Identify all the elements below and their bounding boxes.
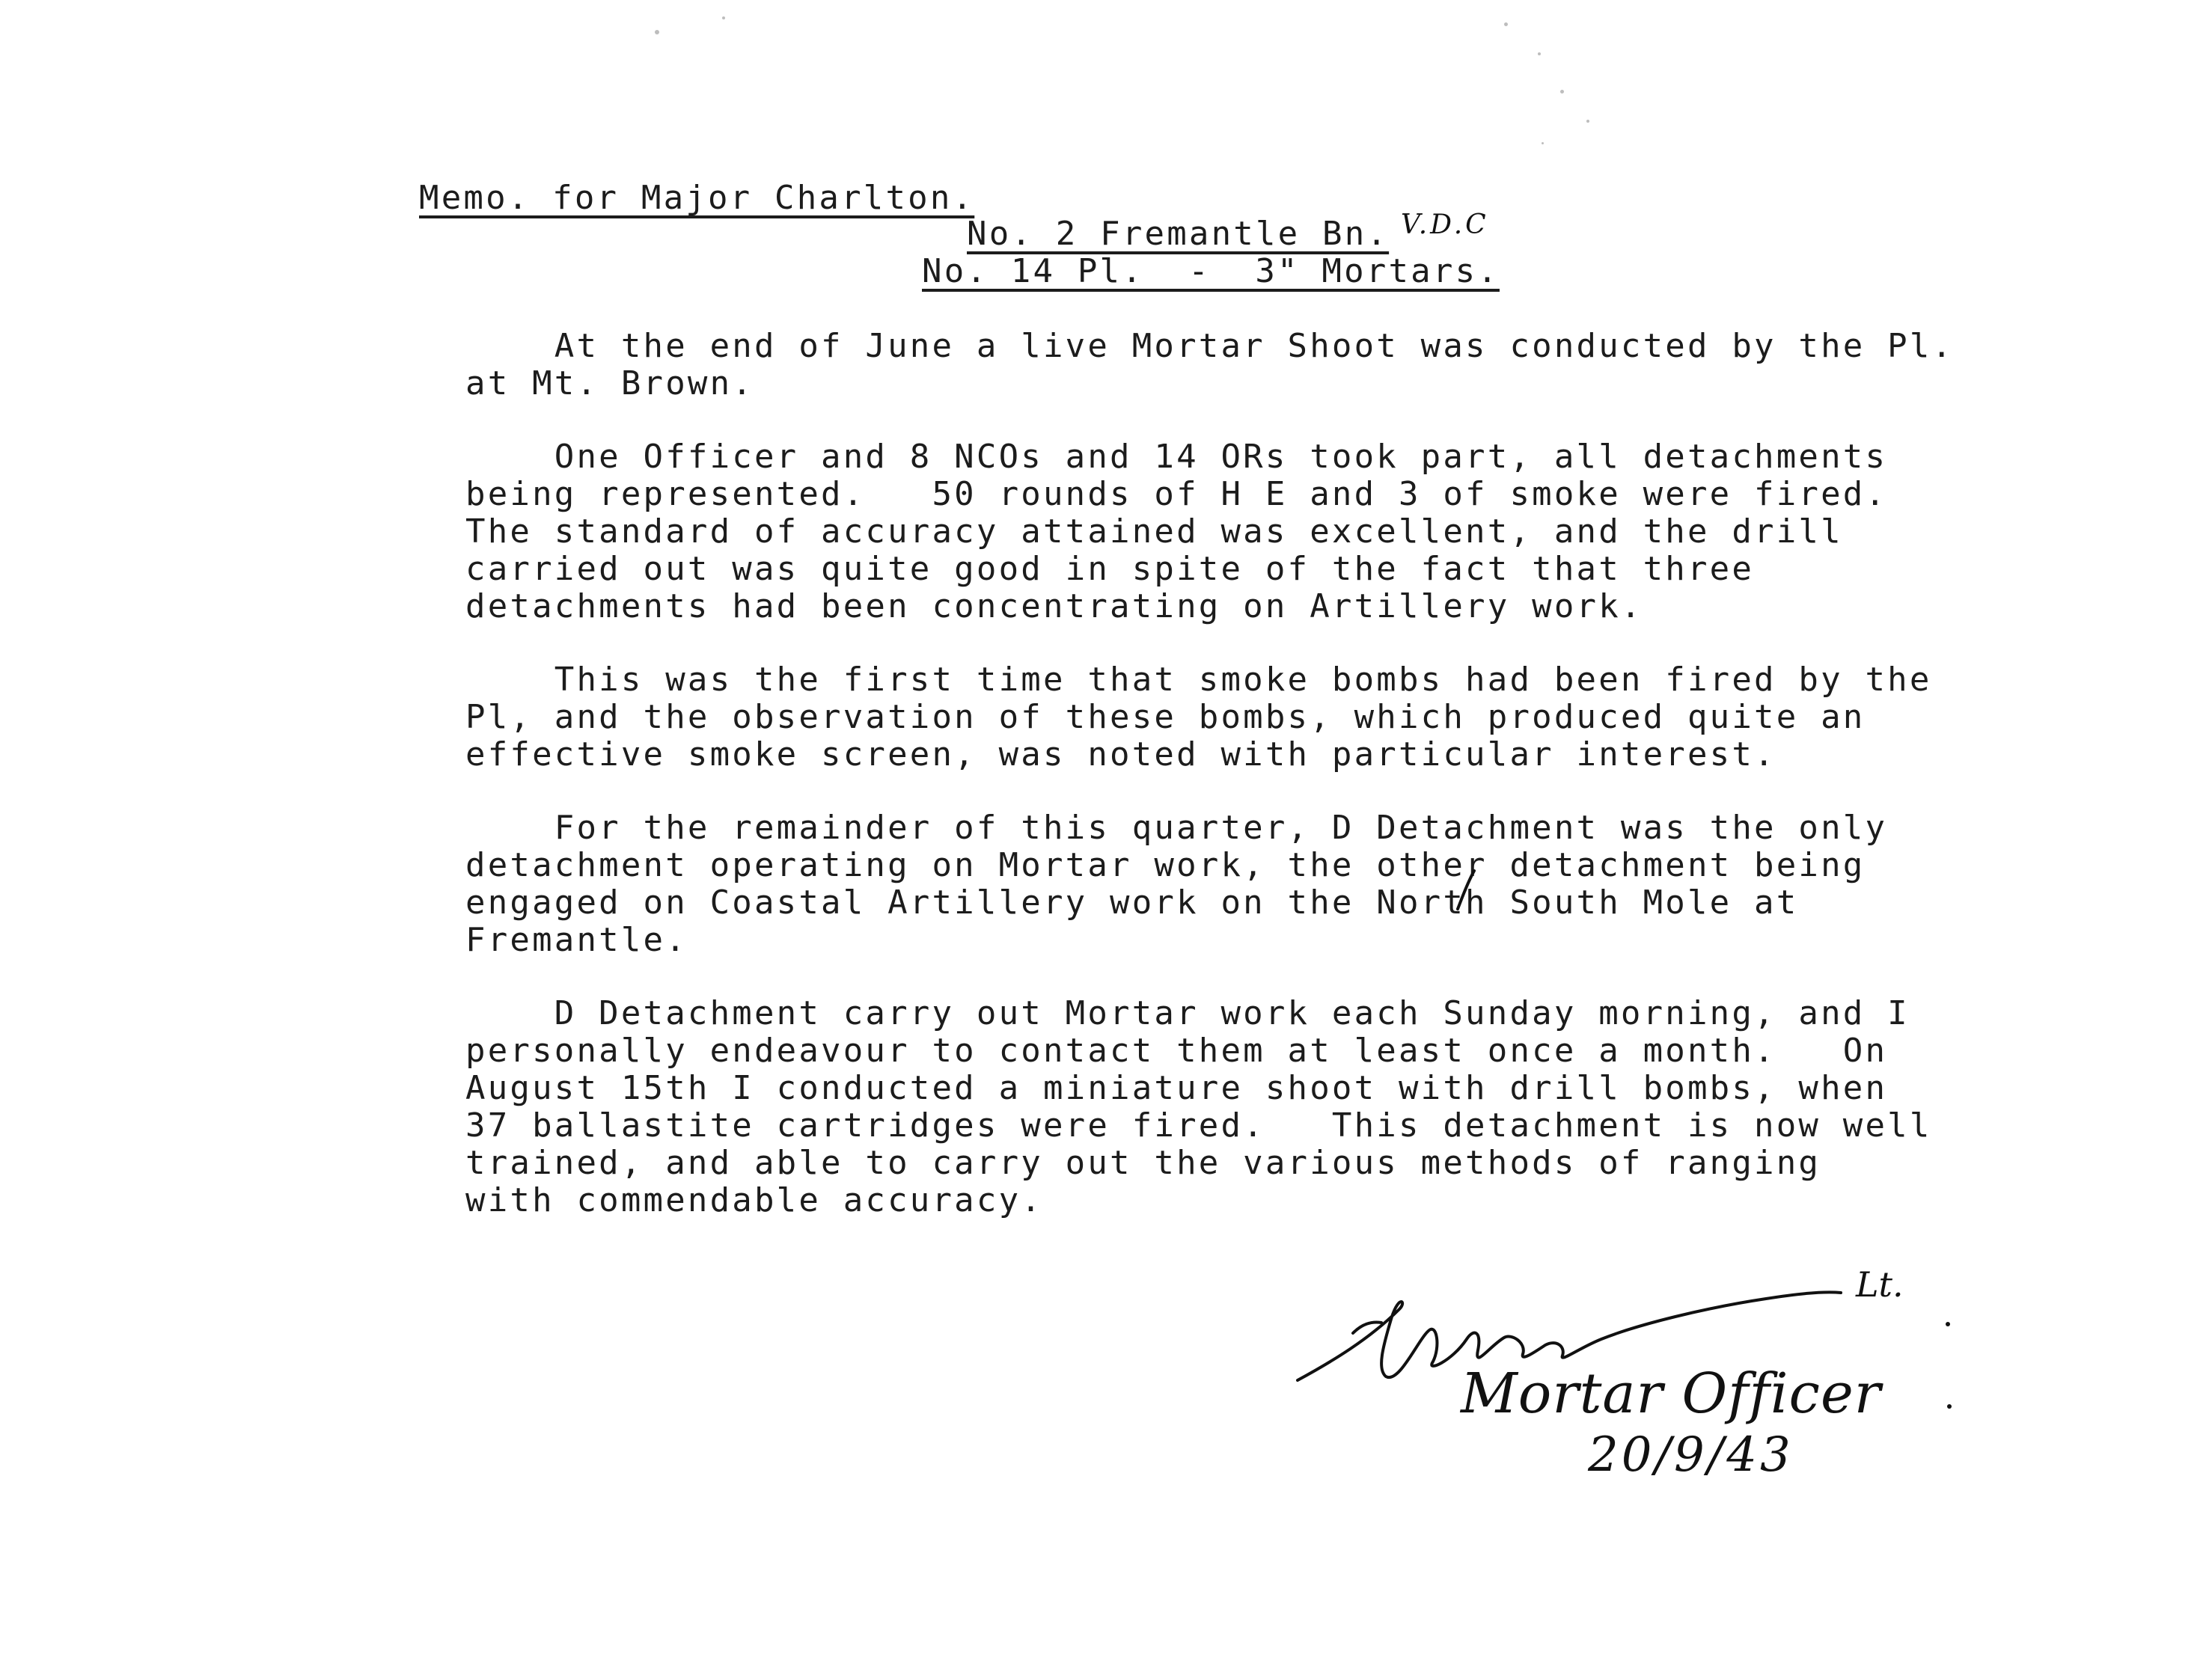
- paragraph-line: personally endeavour to contact them at least once a month. On: [465, 1032, 1888, 1070]
- scan-speck: [655, 30, 659, 34]
- paragraph-line: One Officer and 8 NCOs and 14 ORs took part, all detachments: [465, 438, 1888, 476]
- paragraph-line: Pl, and the observation of these bombs, which produced quite an: [465, 698, 1866, 736]
- paragraph-line: effective smoke screen, was noted with particular interest.: [465, 735, 1776, 774]
- paragraph-line: This was the first time that smoke bombs had been fired by the: [465, 661, 1932, 699]
- paragraph-line: engaged on Coastal Artillery work on the North South Mole at: [465, 884, 1799, 922]
- scan-speck: [1542, 142, 1544, 144]
- paragraph-line: carried out was quite good in spite of the fact that three: [465, 550, 1755, 588]
- paragraph-line: 37 ballastite cartridges were fired. This detachment is now well: [465, 1106, 1932, 1145]
- scan-speck: [722, 16, 725, 19]
- unit-line: No. 2 Fremantle Bn.: [967, 215, 1390, 253]
- paragraph-line: At the end of June a live Mortar Shoot was conducted by the Pl.: [465, 327, 1955, 365]
- paragraph-line: at Mt. Brown.: [465, 364, 754, 402]
- memo-heading: Memo. for Major Charlton.: [419, 179, 975, 217]
- signature-title: Mortar Officer: [1461, 1362, 1882, 1426]
- paragraph-line: being represented. 50 rounds of H E and 3 of smoke were fired.: [465, 475, 1888, 513]
- paragraph-line: August 15th I conducted a miniature shoot with drill bombs, when: [465, 1069, 1888, 1107]
- paragraph-line: trained, and able to carry out the various methods of ranging: [465, 1144, 1821, 1182]
- signature-block: [1287, 1249, 1961, 1519]
- paragraph-line: The standard of accuracy attained was excellent, and the drill: [465, 512, 1843, 551]
- paragraph-line: detachments had been concentrating on Artillery work.: [465, 587, 1643, 625]
- scan-speck: [1538, 52, 1541, 55]
- paragraph-line: Fremantle.: [465, 921, 688, 959]
- scan-speck: [1560, 90, 1564, 94]
- scan-speck: [1504, 22, 1508, 26]
- signature-suffix: Lt.: [1856, 1264, 1904, 1305]
- subunit-line: No. 14 Pl. - 3" Mortars.: [922, 252, 1500, 290]
- paragraph-line: detachment operating on Mortar work, the other detachment being: [465, 846, 1866, 884]
- paragraph-line: For the remainder of this quarter, D Detachment was the only: [465, 809, 1888, 847]
- paragraph-line: with commendable accuracy.: [465, 1181, 1043, 1219]
- handwritten-correction-mark: [1452, 868, 1482, 913]
- scan-speck: [1586, 120, 1589, 123]
- unit-annotation: V.D.C: [1401, 209, 1489, 240]
- signature-date: 20/9/43: [1588, 1427, 1794, 1483]
- paragraph-line: D Detachment carry out Mortar work each Sunday morning, and I: [465, 994, 1910, 1032]
